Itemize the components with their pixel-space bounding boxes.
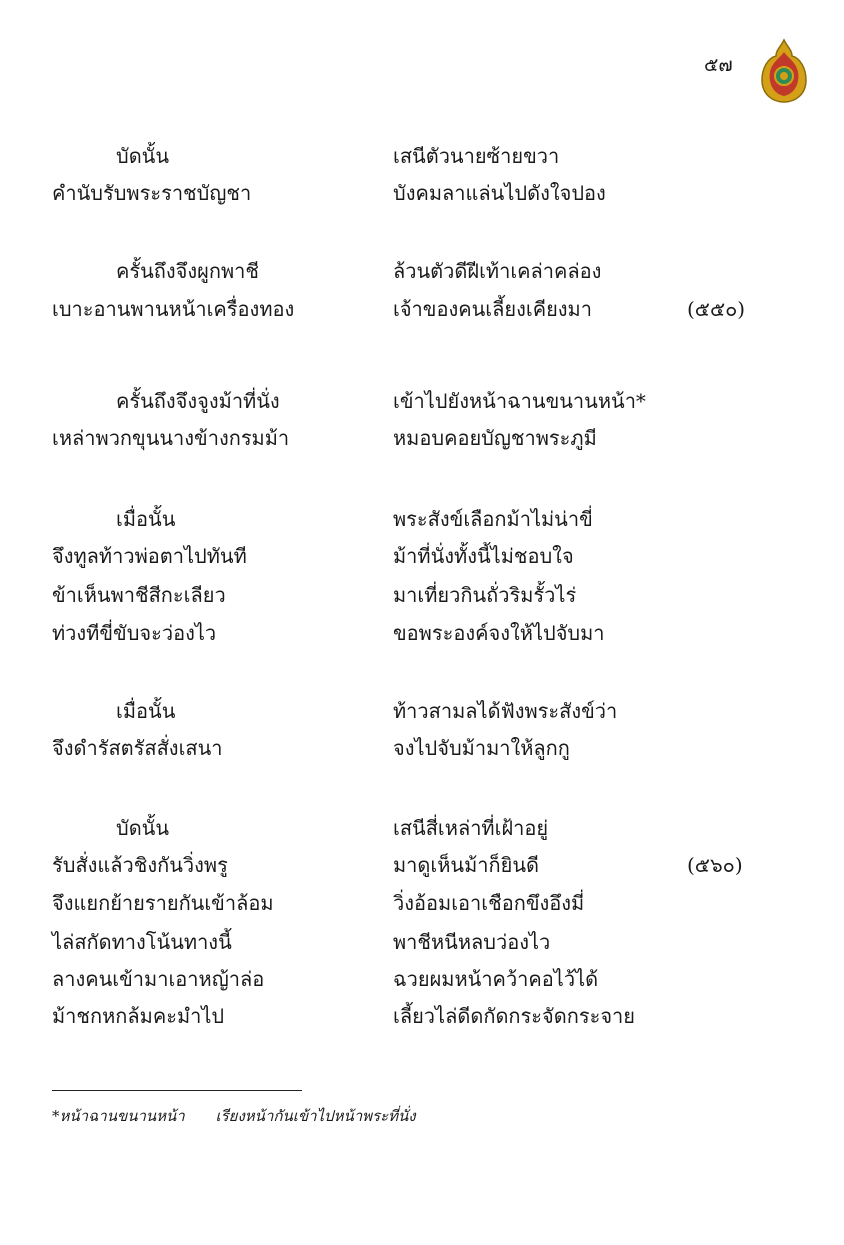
verse-left-5: ครั้นถึงจึงจูงม้าที่นั่ง bbox=[116, 389, 280, 413]
verse-left-6: เหล่าพวกขุนนางข้างกรมม้า bbox=[52, 426, 290, 450]
verse-left-12: จึงดำรัสตรัสสั่งเสนา bbox=[52, 736, 223, 760]
verse-right-11: ท้าวสามลได้ฟังพระสังข์ว่า bbox=[393, 699, 618, 723]
verse-right-17: ฉวยผมหน้าคว้าคอไว้ได้ bbox=[393, 967, 599, 991]
verse-right-1: เสนีตัวนายซ้ายขวา bbox=[393, 144, 560, 168]
verse-left-10: ท่วงทีขี่ขับจะว่องไว bbox=[52, 621, 217, 645]
verse-right-8: ม้าที่นั่งทั้งนี้ไม่ชอบใจ bbox=[393, 544, 574, 568]
verse-left-18: ม้าชกหกล้มคะมำไป bbox=[52, 1004, 225, 1028]
verse-right-6: หมอบคอยบัญชาพระภูมี bbox=[393, 426, 597, 450]
footnote bbox=[52, 1104, 416, 1128]
verse-right-2: บังคมลาแล่นไปดังใจปอง bbox=[393, 181, 606, 205]
verse-left-16: ไล่สกัดทางโน้นทางนี้ bbox=[52, 930, 232, 954]
verse-right-9: มาเที่ยวกินถั่วริมรั้วไร่ bbox=[393, 583, 577, 607]
verse-right-16: พาชีหนีหลบว่องไว bbox=[393, 930, 551, 954]
verse-left-11: เมื่อนั้น bbox=[116, 699, 176, 723]
verse-left-1: บัดนั้น bbox=[116, 144, 170, 168]
verse-right-15: วิ่งอ้อมเอาเชือกขึงอึงมี่ bbox=[393, 891, 585, 915]
verse-right-7: พระสังข์เลือกม้าไม่น่าขี่ bbox=[393, 507, 593, 531]
footnote-definition: เรียงหน้ากันเข้าไปหน้าพระที่นั่ง bbox=[215, 1107, 416, 1125]
verse-left-15: จึงแยกย้ายรายกันเข้าล้อม bbox=[52, 891, 274, 915]
footnote-rule bbox=[52, 1090, 302, 1091]
page-number: ๕๗ bbox=[704, 54, 733, 76]
verse-right-4: เจ้าของคนเลี้ยงเคียงมา bbox=[393, 297, 592, 321]
verse-left-13: บัดนั้น bbox=[116, 816, 170, 840]
verse-right-18: เลี้ยวไล่ดีดกัดกระจัดกระจาย bbox=[393, 1004, 635, 1028]
verse-right-13: เสนีสี่เหล่าที่เฝ้าอยู่ bbox=[393, 816, 549, 840]
verse-right-12: จงไปจับม้ามาให้ลูกกู bbox=[393, 736, 570, 760]
verse-number: (๕๖๐) bbox=[687, 853, 743, 877]
verse-left-2: คำนับรับพระราชบัญชา bbox=[52, 181, 252, 205]
verse-left-17: ลางคนเข้ามาเอาหญ้าล่อ bbox=[52, 967, 265, 991]
verse-left-14: รับสั่งแล้วชิงกันวิ่งพรู bbox=[52, 853, 228, 877]
verse-right-3: ล้วนตัวดีฝีเท้าเคล่าคล่อง bbox=[393, 259, 602, 283]
verse-left-3: ครั้นถึงจึงผูกพาชี bbox=[116, 259, 259, 283]
verse-right-5: เข้าไปยังหน้าฉานขนานหน้า* bbox=[393, 389, 646, 413]
verse-left-4: เบาะอานพานหน้าเครื่องทอง bbox=[52, 297, 295, 321]
verse-left-8: จึงทูลท้าวพ่อตาไปทันที bbox=[52, 544, 247, 568]
footnote-term: *หน้าฉานขนานหน้า bbox=[52, 1107, 185, 1125]
verse-left-9: ข้าเห็นพาชีสีกะเลียว bbox=[52, 583, 226, 607]
verse-right-14: มาดูเห็นม้าก็ยินดี bbox=[393, 853, 539, 877]
verse-number: (๕๕๐) bbox=[687, 297, 746, 321]
verse-right-10: ขอพระองค์จงให้ไปจับมา bbox=[393, 621, 605, 645]
verse-left-7: เมื่อนั้น bbox=[116, 507, 176, 531]
